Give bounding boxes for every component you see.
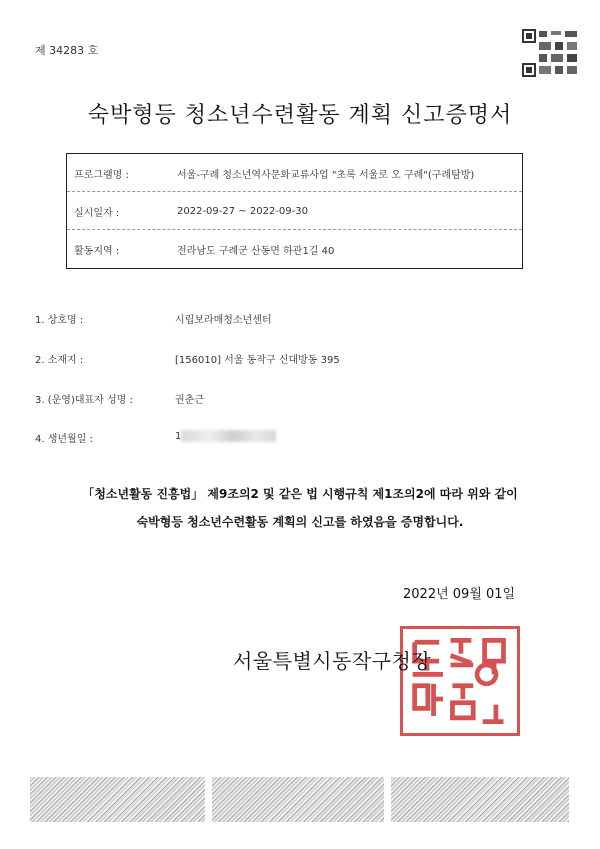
item-label: 1. 상호명 :: [35, 315, 84, 326]
official-seal: [400, 626, 520, 736]
certification-statement: [0, 480, 600, 536]
area-value: 전라남도 구례군 산동면 하관1길 40: [177, 245, 335, 257]
item-value: 시립보라매청소년센터: [175, 315, 272, 326]
security-barcode: [30, 777, 205, 822]
item-birthdate: [35, 430, 276, 445]
security-barcode: [391, 777, 569, 822]
program-name-row: [67, 154, 522, 192]
birthdate-visible-digit: 1: [175, 431, 182, 442]
date-row: [67, 192, 522, 230]
item-label: 4. 생년월일 :: [35, 434, 93, 445]
item-business-name: [35, 311, 272, 326]
statement-line-2: 숙박형등 청소년수련활동 계획의 신고를 하였음을 증명합니다.: [136, 515, 464, 529]
issue-date: 2022년 09월 01일: [403, 587, 516, 602]
item-label: 3. (운영)대표자 성명 :: [35, 395, 133, 406]
page-title: 숙박형등 청소년수련활동 계획 신고증명서: [87, 103, 513, 128]
date-label: 실시일자 :: [74, 207, 120, 219]
program-info-box: [66, 153, 523, 269]
date-value: 2022-09-27 ~ 2022-09-30: [177, 205, 308, 217]
document-number: 제 34283 호: [35, 44, 99, 57]
item-representative: [35, 391, 204, 406]
area-label: 활동지역 :: [74, 245, 120, 257]
item-value: 권춘근: [175, 395, 204, 406]
item-value-redacted: [175, 430, 276, 445]
program-name-value: 서울-구례 청소년역사문화교류사업 "초록 서울로 오 구례"(구례탐방): [177, 169, 475, 181]
program-name-label: 프로그램명 :: [74, 169, 129, 181]
statement-line-1: 「청소년활동 진흥법」 제9조의2 및 같은 법 시행규칙 제1조의2에 따라 위와 같이: [82, 487, 518, 501]
item-address: [35, 351, 340, 366]
issuer-name: 서울특별시동작구청장: [233, 649, 432, 673]
item-value: [156010] 서울 동작구 신대방동 395: [175, 355, 340, 366]
redacted-blur: [181, 430, 276, 442]
item-label: 2. 소재지 :: [35, 355, 84, 366]
qr-code-icon: [521, 28, 579, 78]
security-barcode: [212, 777, 384, 822]
area-row: [67, 230, 522, 268]
